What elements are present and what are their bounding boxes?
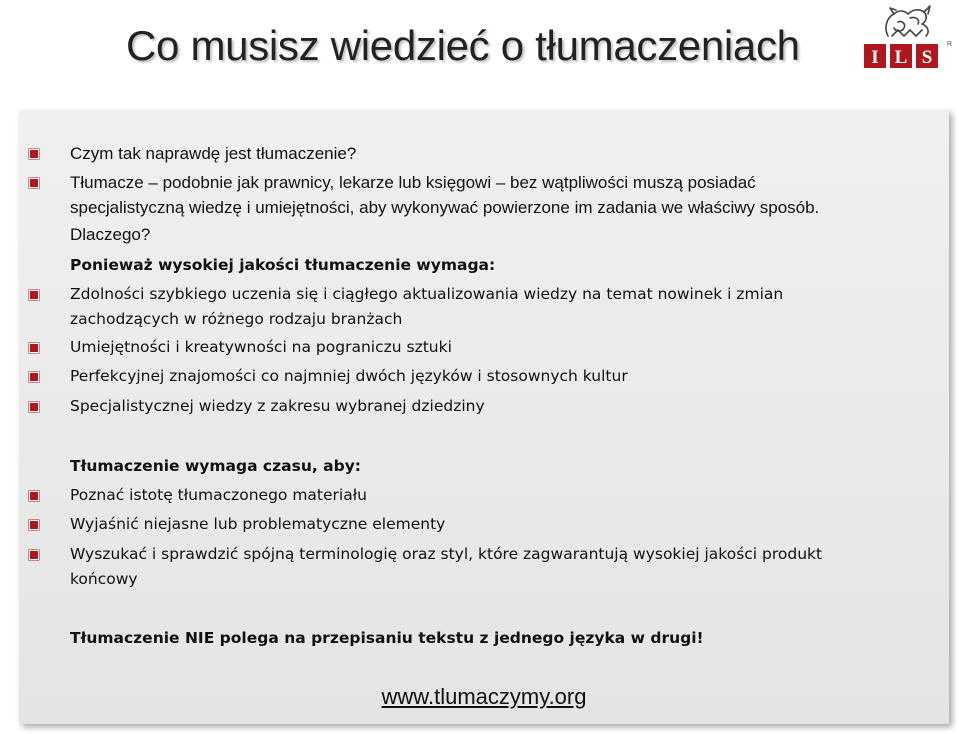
translators-statement-line2: specjalistyczną wiedzę i umiejętności, aby wykonywać powierzone im zadania we właściwy sposób. xyxy=(70,198,820,217)
bullet-icon xyxy=(29,178,39,188)
bullet-icon xyxy=(29,343,39,353)
time-reason-terminology-line1: Wyszukać i sprawdzić spójną terminologię oraz styl, które zagwarantują wysokiej jakości produkt xyxy=(70,545,823,563)
requirement-creativity: Umiejętności i kreatywności na pograniczu sztuki xyxy=(70,338,452,356)
slide-title: Co musisz wiedzieć o tłumaczeniach xyxy=(126,22,800,69)
time-reason-terminology-line2: końcowy xyxy=(70,570,138,588)
requirement-specialist-knowledge: Specjalistycznej wiedzy z zakresu wybranej dziedziny xyxy=(70,397,485,415)
griffin-emblem-icon xyxy=(886,6,930,36)
bullet-icon xyxy=(29,520,39,530)
bullet-icon xyxy=(29,491,39,501)
requirement-languages: Perfekcyjnej znajomości co najmniej dwóch języków i stosownych kultur xyxy=(70,367,628,385)
translators-statement-line1: Tłumacze – podobnie jak prawnicy, lekarze lub księgowi – bez wątpliwości muszą posiadać xyxy=(70,173,756,192)
bullet-icon xyxy=(29,149,39,159)
requirement-fast-learning-line2: zachodzących w różnego rodzaju branżach xyxy=(70,310,403,328)
requirement-fast-learning-line1: Zdolności szybkiego uczenia się i ciągłego aktualizowania wiedzy na temat nowinek i zmian xyxy=(70,285,784,303)
bullet-icon xyxy=(29,550,39,560)
logo-letter-s: S xyxy=(921,47,933,68)
website-link[interactable]: www.tlumaczymy.org xyxy=(381,684,587,709)
conclusion-statement: Tłumaczenie NIE polega na przepisaniu tekstu z jednego języka w drugi! xyxy=(70,629,704,647)
registered-mark: R xyxy=(947,41,953,48)
logo-letter-i: I xyxy=(871,47,879,68)
logo-letter-l: L xyxy=(894,47,908,68)
bullet-icon xyxy=(29,402,39,412)
content-panel xyxy=(19,110,949,724)
bullet-icon xyxy=(29,290,39,300)
quality-requirements-heading: Ponieważ wysokiej jakości tłumaczenie wymaga: xyxy=(70,256,496,274)
time-reason-clarify: Wyjaśnić niejasne lub problematyczne elementy xyxy=(70,515,446,533)
question-what-is-translation: Czym tak naprawdę jest tłumaczenie? xyxy=(70,144,357,163)
bullet-icon xyxy=(29,372,39,382)
time-reason-understand: Poznać istotę tłumaczonego materiału xyxy=(70,486,367,504)
time-requirements-heading: Tłumaczenie wymaga czasu, aby: xyxy=(70,457,362,475)
ils-logo xyxy=(858,0,956,76)
translators-statement-why: Dlaczego? xyxy=(70,225,151,244)
